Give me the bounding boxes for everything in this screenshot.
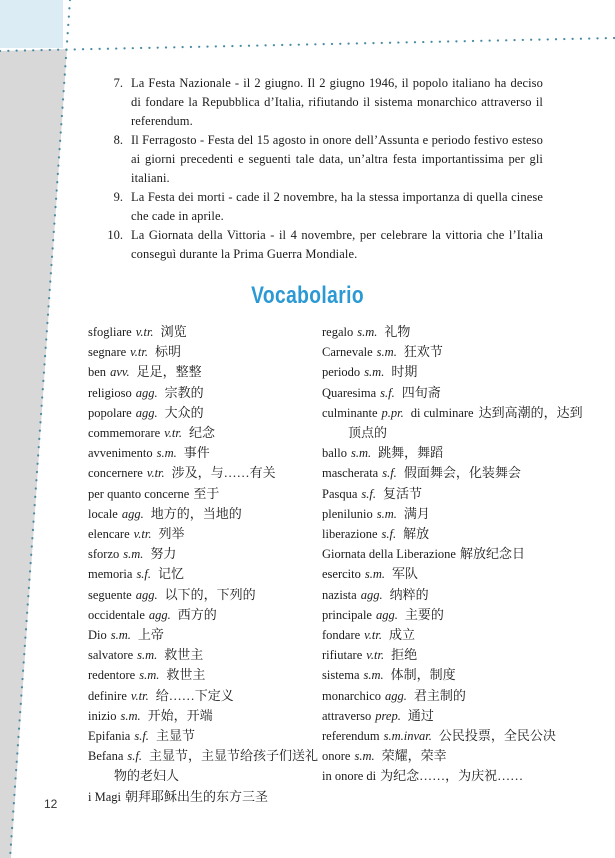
vocab-definition: 努力	[150, 546, 177, 562]
vocab-entry	[322, 463, 588, 483]
vocab-entry	[88, 605, 320, 625]
vocab-word: mascherata	[322, 466, 379, 481]
vocab-part-of-speech: s.f.	[134, 729, 149, 744]
vocab-entry	[322, 665, 588, 685]
vocab-word: segnare	[88, 345, 127, 360]
vocab-part-of-speech: v.tr.	[130, 345, 148, 360]
vocab-part-of-speech: s.m.	[357, 325, 378, 339]
festival-list	[90, 74, 545, 264]
vocab-word: rifiutare	[322, 648, 363, 663]
vocab-word: culminante	[322, 405, 378, 420]
vocab-word: inizio	[88, 708, 117, 723]
vocab-part-of-speech: prep.	[375, 708, 401, 723]
vocab-definition: 大众的	[164, 404, 204, 420]
vocab-word: redentore	[88, 668, 136, 683]
vocab-entry	[88, 443, 320, 463]
vocab-word: Carnevale	[322, 345, 373, 360]
vocab-definition: 主要的	[404, 606, 444, 622]
vocab-word: per quanto concerne	[88, 486, 190, 501]
vocab-definition: 时期	[391, 364, 418, 380]
vocab-part-of-speech: s.f.	[381, 527, 397, 542]
vocab-word: sforzo	[88, 547, 120, 562]
vocab-part-of-speech: s.m.	[363, 668, 384, 683]
festival-item-text: La Giornata della Vittoria - il 4 novembre, per celebrare la vittoria che l’Italia conseguì durante la Prima Guerra Mondiale.	[131, 228, 543, 261]
corner-accent-square	[0, 0, 63, 48]
vocab-part-of-speech: v.tr.	[133, 527, 152, 542]
vocab-part-of-speech: p.pr.	[381, 405, 404, 420]
vocab-definition: 拒绝	[391, 647, 418, 663]
vocab-definition: 标明	[155, 344, 182, 360]
vocabulary-section	[0, 283, 615, 309]
vocab-definition: 开始，开端	[147, 707, 213, 723]
vocab-part-of-speech: avv.	[110, 365, 130, 380]
vocab-definition: 满月	[403, 505, 430, 521]
vocab-word: monarchico	[322, 688, 382, 703]
vocabulary-heading: Vocabolario	[251, 282, 364, 309]
vocab-entry	[322, 383, 588, 403]
vocab-part-of-speech: v.tr.	[146, 466, 165, 481]
vocab-word: principale	[322, 607, 372, 622]
festival-item-number: 8.	[113, 133, 123, 147]
vocab-part-of-speech: s.m.	[110, 628, 131, 643]
vocab-entry	[88, 504, 320, 524]
vocab-definition: 假面舞会，化装舞会	[403, 465, 521, 481]
vocab-word: ballo	[322, 446, 347, 461]
vocab-entry	[322, 766, 588, 786]
vocab-definition: 以下的，下列的	[164, 586, 256, 602]
vocab-word: ben	[88, 365, 107, 380]
vocab-part-of-speech: agg.	[360, 587, 383, 602]
vocab-column-right	[322, 322, 588, 787]
vocab-part-of-speech: v.tr.	[135, 325, 154, 339]
vocab-entry	[88, 362, 320, 382]
vocab-word: in onore di	[322, 769, 377, 784]
vocab-part-of-speech: s.f.	[136, 567, 152, 582]
vocab-entry	[322, 746, 588, 766]
vocab-part-of-speech: s.m.	[351, 446, 372, 461]
vocab-entry	[88, 403, 320, 423]
vocab-definition: 浏览	[160, 324, 187, 339]
vocab-entry	[322, 645, 588, 665]
vocab-part-of-speech: s.m.	[156, 446, 177, 461]
vocab-entry	[88, 787, 320, 807]
vocab-entry	[322, 403, 588, 443]
vocab-part-of-speech: v.tr.	[364, 628, 382, 643]
vocab-definition: 成立	[389, 627, 416, 643]
vocab-definition: 事件	[183, 445, 210, 461]
vocab-definition: 通过	[407, 707, 434, 723]
vocab-entry	[322, 585, 588, 605]
vocab-part-of-speech: agg.	[121, 506, 144, 521]
festival-list-item	[90, 131, 545, 188]
vocab-word: attraverso	[322, 708, 372, 723]
vocab-column-left	[88, 322, 320, 807]
vocab-part-of-speech: s.m.	[364, 365, 385, 380]
festival-item-number: 10.	[107, 228, 123, 242]
vocab-word: Giornata della Liberazione	[322, 547, 456, 562]
page-number: 12	[44, 797, 58, 811]
vocab-word: sistema	[322, 668, 360, 683]
vocab-entry	[88, 322, 320, 342]
vocab-entry	[322, 362, 588, 382]
vocab-part-of-speech: s.m.	[137, 648, 158, 663]
vocab-extra: di culminare	[410, 405, 474, 420]
vocab-word: regalo	[322, 325, 354, 339]
vocab-word: elencare	[88, 527, 130, 542]
vocab-word: Pasqua	[322, 486, 358, 501]
vocab-definition: 达到高潮的，达到顶点的	[348, 404, 583, 441]
vocab-part-of-speech: s.m.	[120, 708, 141, 723]
vocab-definition: 狂欢节	[403, 344, 443, 360]
vocab-definition: 礼物	[384, 324, 411, 339]
vocab-entry	[88, 746, 320, 786]
vocab-word: commemorare	[88, 426, 161, 441]
vocab-part-of-speech: v.tr.	[366, 648, 385, 663]
vocab-entry	[88, 665, 320, 685]
vocab-entry	[322, 342, 588, 362]
vocab-word: religioso	[88, 385, 132, 400]
vocab-entry	[88, 524, 320, 544]
vocab-part-of-speech: s.m.invar.	[383, 729, 432, 744]
vocab-word: plenilunio	[322, 506, 373, 521]
vocab-part-of-speech: agg.	[135, 405, 158, 420]
vocab-word: sfogliare	[88, 325, 132, 339]
vocab-word: memoria	[88, 567, 133, 582]
vocab-entry	[322, 443, 588, 463]
vocab-entry	[88, 383, 320, 403]
vocab-part-of-speech: agg.	[135, 385, 158, 400]
vocab-definition: 救世主	[166, 667, 206, 683]
vocab-word: i Magi	[88, 789, 121, 804]
vocab-entry	[322, 686, 588, 706]
vocab-word: periodo	[322, 365, 361, 380]
vocab-entry	[322, 726, 588, 746]
vocab-entry	[322, 484, 588, 504]
festival-item-number: 7.	[113, 76, 123, 90]
vocab-definition: 四旬斋	[401, 384, 441, 400]
vocab-definition: 纳粹的	[389, 586, 429, 602]
vocab-entry	[322, 605, 588, 625]
vocab-entry	[322, 322, 588, 342]
vocab-entry	[322, 524, 588, 544]
vocab-definition: 给……下定义	[155, 687, 234, 703]
festival-list-item	[90, 226, 545, 264]
festival-item-number: 9.	[113, 190, 123, 204]
vocab-definition: 解放	[403, 526, 430, 542]
vocab-entry	[322, 504, 588, 524]
vocab-definition: 君主制的	[413, 687, 466, 703]
vocab-definition: 主显节	[155, 728, 195, 744]
vocab-entry	[88, 484, 320, 504]
vocab-definition: 朝拜耶稣出生的东方三圣	[124, 788, 268, 804]
vocab-entry	[88, 706, 320, 726]
festival-list-item	[90, 188, 545, 226]
vocab-part-of-speech: agg.	[385, 688, 407, 703]
vocab-word: Befana	[88, 749, 124, 764]
vocab-definition: 为纪念……，为庆祝……	[380, 768, 524, 784]
vocab-word: popolare	[88, 405, 132, 420]
vocab-part-of-speech: s.m.	[376, 345, 397, 360]
vocab-definition: 宗教的	[164, 384, 204, 400]
vocab-word: occidentale	[88, 607, 145, 622]
vocab-definition: 记忆	[158, 566, 185, 582]
vocab-entry	[88, 585, 320, 605]
vocab-part-of-speech: s.f.	[380, 385, 395, 400]
vocab-entry	[322, 706, 588, 726]
vocab-definition: 西方的	[177, 606, 217, 622]
festival-list-item	[90, 74, 545, 131]
vocab-definition: 上帝	[137, 627, 164, 643]
vocab-definition: 救世主	[164, 647, 204, 663]
vocab-part-of-speech: agg.	[375, 607, 398, 622]
vocab-entry	[88, 544, 320, 564]
vocab-word: seguente	[88, 587, 132, 602]
vocab-part-of-speech: s.f.	[361, 486, 377, 501]
vocab-word: avvenimento	[88, 446, 153, 461]
vocab-definition: 足足，整整	[136, 364, 202, 380]
vocab-part-of-speech: s.m.	[376, 506, 397, 521]
vocab-word: fondare	[322, 628, 361, 643]
vocab-word: salvatore	[88, 648, 134, 663]
vocab-word: concernere	[88, 466, 143, 481]
vocab-definition: 跳舞，舞蹈	[378, 445, 444, 461]
vocab-definition: 纪念	[189, 425, 216, 441]
vocab-part-of-speech: v.tr.	[130, 688, 149, 703]
vocab-word: onore	[322, 749, 351, 764]
vocab-entry	[88, 423, 320, 443]
vocab-word: Dio	[88, 628, 107, 643]
vocab-part-of-speech: v.tr.	[164, 426, 183, 441]
vocab-definition: 复活节	[383, 485, 423, 501]
vocab-definition: 荣耀，荣幸	[381, 748, 447, 764]
vocab-entry	[88, 625, 320, 645]
vocab-entry	[322, 544, 588, 564]
vocab-entry	[322, 625, 588, 645]
vocab-word: nazista	[322, 587, 357, 602]
vocab-word: referendum	[322, 729, 380, 744]
vocab-entry	[88, 686, 320, 706]
vocab-part-of-speech: s.m.	[123, 547, 144, 562]
festival-item-text: Il Ferragosto - Festa del 15 agosto in onore dell’Assunta e periodo festivo esteso ai giorni precedenti e seguenti tale data, un’altra festa importantissima per gli italiani.	[131, 133, 543, 185]
vocab-part-of-speech: agg.	[148, 607, 171, 622]
vocab-word: Epifania	[88, 729, 131, 744]
vocab-entry	[88, 564, 320, 584]
vocab-definition: 列举	[158, 526, 185, 542]
vocab-word: liberazione	[322, 527, 378, 542]
vocab-word: esercito	[322, 567, 361, 582]
vocab-word: locale	[88, 506, 118, 521]
vocab-definition: 地方的，当地的	[150, 505, 242, 521]
vocab-definition: 涉及，与……有关	[171, 465, 276, 481]
festival-item-text: La Festa Nazionale - il 2 giugno. Il 2 giugno 1946, il popolo italiano ha deciso di fondare la Repubblica d’Italia, rifiutando il sistema monarchico attraverso il referendum.	[131, 76, 543, 128]
festival-item-text: La Festa dei morti - cade il 2 novembre, ha la stessa importanza di quella cinese che cade in aprile.	[131, 190, 543, 223]
vocab-part-of-speech: s.m.	[364, 567, 386, 582]
vocab-entry	[88, 645, 320, 665]
vocab-part-of-speech: s.m.	[354, 749, 375, 764]
dotted-border-horizontal	[0, 38, 615, 51]
vocab-entry	[88, 342, 320, 362]
vocab-part-of-speech: agg.	[135, 587, 158, 602]
vocab-part-of-speech: s.f.	[382, 466, 397, 481]
vocab-entry	[322, 564, 588, 584]
vocab-definition: 军队	[392, 566, 419, 582]
vocab-definition: 至于	[193, 485, 220, 501]
vocab-word: Quaresima	[322, 385, 377, 400]
vocab-definition: 解放纪念日	[459, 546, 525, 562]
vocab-part-of-speech: s.m.	[139, 668, 160, 683]
vocab-part-of-speech: s.f.	[127, 749, 142, 764]
vocab-word: definire	[88, 688, 127, 703]
vocab-definition: 体制，制度	[390, 667, 456, 683]
vocab-entry	[88, 463, 320, 483]
vocab-definition: 主显节，主显节给孩子们送礼物的老妇人	[114, 748, 319, 784]
vocab-definition: 公民投票，全民公决	[438, 728, 556, 744]
vocab-entry	[88, 726, 320, 746]
